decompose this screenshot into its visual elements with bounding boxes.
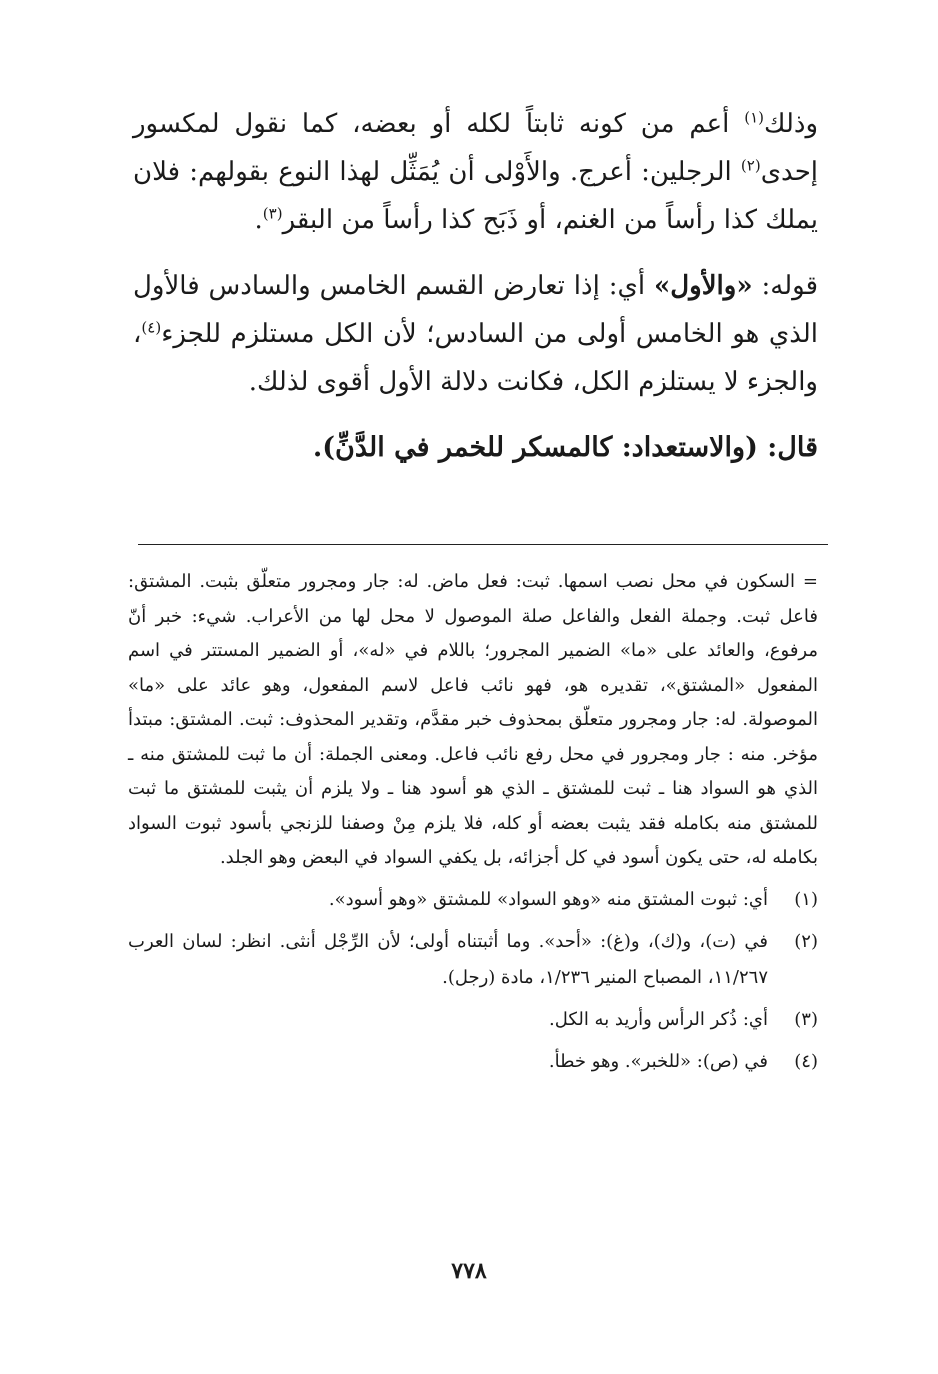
footnote-ref-4[interactable]: (٤) [141, 318, 162, 337]
footnote-1-number: (١) [794, 888, 818, 910]
footnote-continued: = السكون في محل نصب اسمها. ثبت: فعل ماض. له: جار ومجرور متعلّق بثبت. المشتق: فاعل ثبت. وجملة الفعل والفاعل صلة الموصول لا محل لها من الأعراب. شيء: خبر أنّ مرفوع، والعائد على «ما» الضمير المجرور؛ باللام في «له»، أو الضمير المستتر في اسم المفعول «المشتق»، تقديره هو، فهو نائب فاعل لاسم المفعول، وهو عائد على «ما» الموصولة. له: جار ومجرور متعلّق بمحذوف خبر مقدَّم، وتقدير المحذوف: ثبت. المشتق: مبتدأ مؤخر. منه : جار ومجرور في محل رفع نائب فاعل. ومعنى الجملة: أن ما ثبت للمشتق منه ـ الذي هو السواد هنا ـ ثبت للمشتق ـ الذي هو أسود هنا ـ ولا يلزم أن يثبت للمشتق ما ثبت للمشتق منه بكامله فقد يثبت بعضه أو كله، فلا يلزم مِنْ وصفنا للزنجي بأسود ثبوت السواد بكامله له، حتى يكون أسود في كل أجزائه، بل يكفي السواد في البعض وهو الجلد. [128, 571, 818, 868]
footnote-ref-2[interactable]: (٢) [740, 156, 761, 175]
footnote-ref-3[interactable]: (٣) [262, 204, 283, 223]
page-number: ٧٧٨ [451, 1258, 487, 1284]
paragraph-2-quote: «والأول» [654, 271, 753, 301]
paragraph-1-text-a: وذلك [764, 109, 818, 139]
footnote-2-number: (٢) [794, 930, 818, 952]
footnotes [128, 565, 818, 1080]
footnote-1 [128, 882, 818, 918]
footnote-4-number: (٤) [794, 1050, 818, 1072]
paragraph-1-text-c: الرجلين: أعرج. والأَوْلى أن يُمَثِّل لهذا النوع بقولهم: فلان يملك كذا رأساً من الغنم، أو ذَبَح كذا رأساً من البقر [133, 157, 818, 235]
footnote-4-text: في (ص): «للخبر». وهو خطأ. [548, 1050, 768, 1072]
footnote-3 [128, 1002, 818, 1038]
footnote-3-number: (٣) [794, 1008, 818, 1030]
footnote-1-text: أي: ثبوت المشتق منه «وهو السواد» للمشتق «وهو أسود». [328, 888, 768, 910]
section-heading: قال: (والاستعداد: كالمسكر للخمر في الدَّنِّ). [312, 432, 818, 463]
paragraph-2-text-a: أي: إذا تعارض القسم الخامس والسادس فالأول الذي هو الخامس أولى من السادس؛ لأن الكل مستلزم للجزء [133, 271, 818, 349]
footnote-ref-1[interactable]: (١) [744, 108, 765, 127]
paragraph-1 [133, 100, 818, 244]
footnote-3-text: أي: ذُكر الرأس وأريد به الكل. [549, 1008, 768, 1030]
paragraph-2-lead: قوله: [752, 271, 819, 301]
footnote-separator [138, 544, 828, 545]
footnote-4 [128, 1044, 818, 1080]
paragraph-1-text-b: أعم من كونه ثابتاً لكله أو بعضه، كما نقول لمكسور إحدى [133, 109, 818, 187]
main-text [133, 100, 818, 490]
paragraph-1-text-d: . [254, 205, 263, 235]
paragraph-2-text-b: ، والجزء لا يستلزم الكل، فكانت دلالة الأول أقوى لذلك. [133, 319, 818, 397]
footnote-2 [128, 924, 818, 996]
footnote-2-text: في (ت)، و(ك)، و(غ): «أحد». وما أثبتناه أولى؛ لأن الرِّجْل أنثى. انظر: لسان العرب ١١/٢٦٧، المصباح المنير ١/٢٣٦، مادة (رجل). [128, 930, 768, 988]
paragraph-2 [133, 262, 818, 406]
